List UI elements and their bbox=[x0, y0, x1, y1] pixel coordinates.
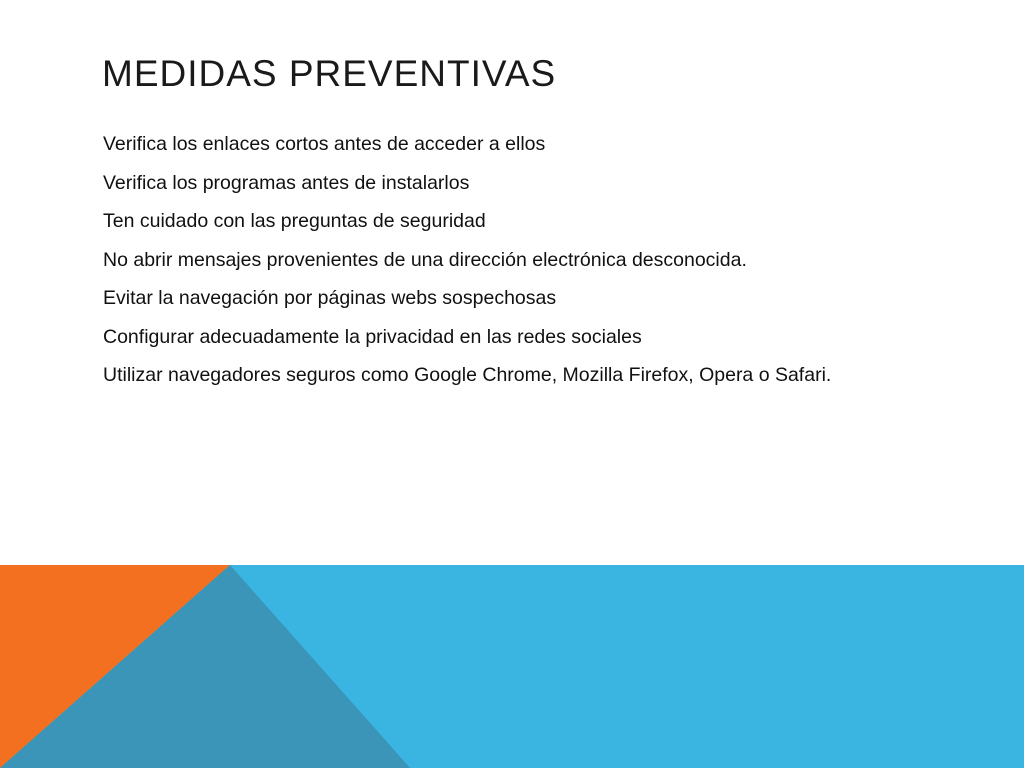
bullet-item: Verifica los enlaces cortos antes de acceder a ellos bbox=[103, 133, 546, 155]
bullet-item: No abrir mensajes provenientes de una dirección electrónica desconocida. bbox=[103, 248, 747, 271]
bullet-item: Utilizar navegadores seguros como Google Chrome, Mozilla Firefox, Opera o Safari. bbox=[103, 364, 832, 386]
bullet-item: Configurar adecuadamente la privacidad en las redes sociales bbox=[103, 325, 642, 348]
bullet-item: Verifica los programas antes de instalarlos bbox=[103, 171, 470, 194]
slide-title: MEDIDAS PREVENTIVAS bbox=[102, 53, 557, 94]
bullet-item: Ten cuidado con las preguntas de seguridad bbox=[103, 210, 486, 232]
bullet-list bbox=[103, 128, 831, 398]
bullet-item: Evitar la navegación por páginas webs sospechosas bbox=[103, 287, 557, 309]
decorative-band bbox=[0, 565, 1024, 768]
